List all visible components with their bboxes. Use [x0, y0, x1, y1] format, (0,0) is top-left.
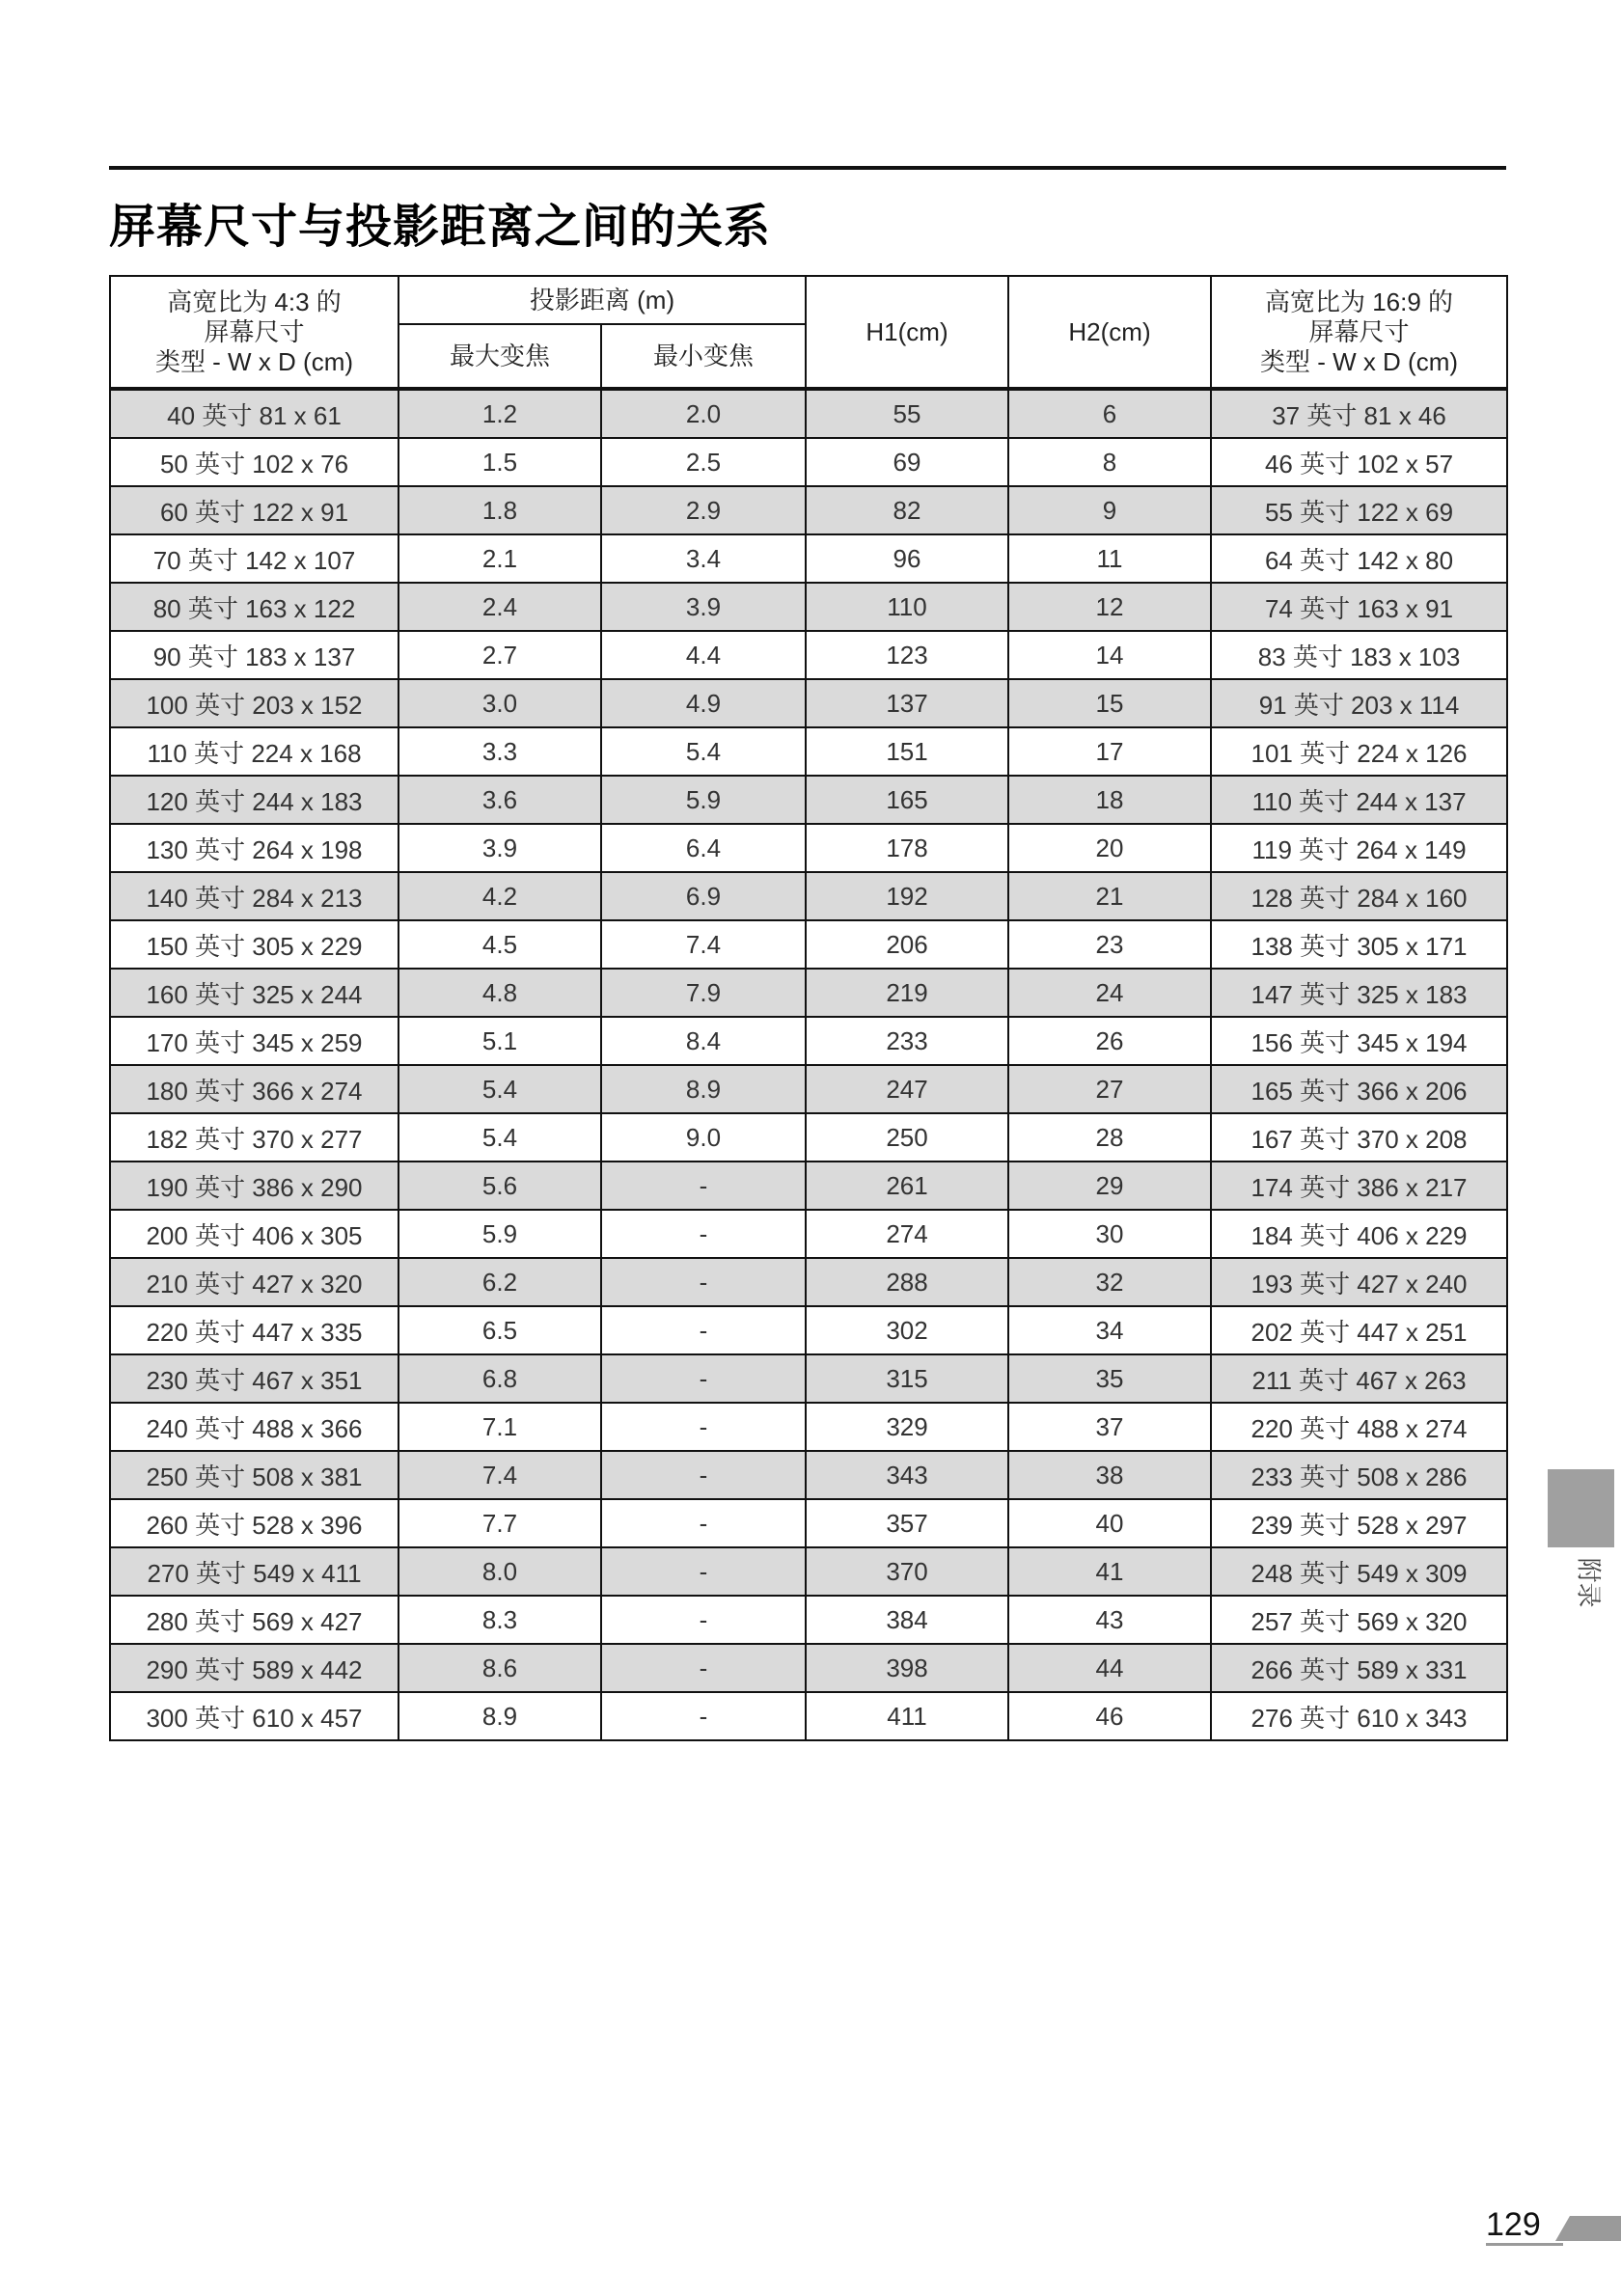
- table-cell: 7.7: [398, 1499, 601, 1547]
- table-cell: 220 英寸 488 x 274: [1211, 1403, 1507, 1451]
- table-cell: -: [601, 1354, 806, 1403]
- table-cell: 90 英寸 183 x 137: [110, 631, 398, 679]
- table-cell: 357: [806, 1499, 1008, 1547]
- table-cell: 233: [806, 1017, 1008, 1065]
- table-cell: -: [601, 1258, 806, 1306]
- table-cell: 55: [806, 389, 1008, 438]
- table-row: [110, 1210, 1507, 1258]
- table-cell: 110: [806, 583, 1008, 631]
- table-cell: 6.4: [601, 824, 806, 872]
- table-cell: 192: [806, 872, 1008, 920]
- table-row: [110, 1403, 1507, 1451]
- appendix-tab-label: 附录: [1574, 1557, 1604, 1608]
- table-cell: 247: [806, 1065, 1008, 1113]
- table-row: [110, 1644, 1507, 1692]
- table-row: [110, 1162, 1507, 1210]
- table-cell: 211 英寸 467 x 263: [1211, 1354, 1507, 1403]
- table-row: [110, 1596, 1507, 1644]
- table-cell: 7.4: [601, 920, 806, 969]
- table-cell: 18: [1008, 776, 1211, 824]
- table-cell: 190 英寸 386 x 290: [110, 1162, 398, 1210]
- table-cell: 5.6: [398, 1162, 601, 1210]
- table-row: [110, 1017, 1507, 1065]
- table-row: [110, 583, 1507, 631]
- table-cell: 233 英寸 508 x 286: [1211, 1451, 1507, 1499]
- header-16-9-size: [1211, 276, 1507, 389]
- table-cell: 270 英寸 549 x 411: [110, 1547, 398, 1596]
- table-cell: 34: [1008, 1306, 1211, 1354]
- table-cell: 170 英寸 345 x 259: [110, 1017, 398, 1065]
- table-cell: 178: [806, 824, 1008, 872]
- header-4-3-size: [110, 276, 398, 389]
- table-cell: 193 英寸 427 x 240: [1211, 1258, 1507, 1306]
- table-cell: 167 英寸 370 x 208: [1211, 1113, 1507, 1162]
- table-cell: 46: [1008, 1692, 1211, 1740]
- table-cell: 8.6: [398, 1644, 601, 1692]
- table-cell: 2.0: [601, 389, 806, 438]
- table-cell: 7.9: [601, 969, 806, 1017]
- table-cell: 8.9: [601, 1065, 806, 1113]
- table-cell: 24: [1008, 969, 1211, 1017]
- page-corner-decoration: [1555, 2216, 1621, 2241]
- table-row: [110, 776, 1507, 824]
- table-cell: -: [601, 1451, 806, 1499]
- table-cell: 110 英寸 224 x 168: [110, 727, 398, 776]
- header-max-zoom: 最大变焦: [398, 324, 601, 389]
- table-cell: 21: [1008, 872, 1211, 920]
- table-cell: 40: [1008, 1499, 1211, 1547]
- header-line: 类型 - W x D (cm): [1259, 346, 1459, 376]
- table-cell: 2.4: [398, 583, 601, 631]
- table-row: [110, 727, 1507, 776]
- table-cell: 180 英寸 366 x 274: [110, 1065, 398, 1113]
- table-cell: 69: [806, 438, 1008, 486]
- table-cell: 239 英寸 528 x 297: [1211, 1499, 1507, 1547]
- table-cell: -: [601, 1596, 806, 1644]
- table-cell: 4.8: [398, 969, 601, 1017]
- table-cell: 206: [806, 920, 1008, 969]
- table-cell: 9: [1008, 486, 1211, 534]
- table-cell: 150 英寸 305 x 229: [110, 920, 398, 969]
- table-cell: -: [601, 1162, 806, 1210]
- table-cell: 165 英寸 366 x 206: [1211, 1065, 1507, 1113]
- table-cell: 96: [806, 534, 1008, 583]
- header-projection-distance: 投影距离 (m): [398, 276, 806, 324]
- table-cell: 261: [806, 1162, 1008, 1210]
- table-row: [110, 534, 1507, 583]
- table-cell: 119 英寸 264 x 149: [1211, 824, 1507, 872]
- table-cell: 74 英寸 163 x 91: [1211, 583, 1507, 631]
- table-cell: 5.4: [601, 727, 806, 776]
- table-cell: 37 英寸 81 x 46: [1211, 389, 1507, 438]
- table-cell: 80 英寸 163 x 122: [110, 583, 398, 631]
- table-row: [110, 1499, 1507, 1547]
- screen-size-distance-table: [109, 275, 1508, 1741]
- table-cell: 200 英寸 406 x 305: [110, 1210, 398, 1258]
- table-row: [110, 1547, 1507, 1596]
- table-cell: 101 英寸 224 x 126: [1211, 727, 1507, 776]
- table-cell: -: [601, 1499, 806, 1547]
- table-cell: 8.4: [601, 1017, 806, 1065]
- table-cell: 3.6: [398, 776, 601, 824]
- table-cell: 250 英寸 508 x 381: [110, 1451, 398, 1499]
- table-cell: 4.9: [601, 679, 806, 727]
- table-cell: 2.7: [398, 631, 601, 679]
- table-cell: 82: [806, 486, 1008, 534]
- table-cell: 370: [806, 1547, 1008, 1596]
- table-cell: 1.5: [398, 438, 601, 486]
- table-row: [110, 438, 1507, 486]
- table-cell: 156 英寸 345 x 194: [1211, 1017, 1507, 1065]
- table-cell: 15: [1008, 679, 1211, 727]
- table-cell: 60 英寸 122 x 91: [110, 486, 398, 534]
- table-cell: 411: [806, 1692, 1008, 1740]
- table-cell: 220 英寸 447 x 335: [110, 1306, 398, 1354]
- header-line: 高宽比为 16:9 的: [1264, 287, 1454, 316]
- table-row: [110, 631, 1507, 679]
- table-cell: -: [601, 1692, 806, 1740]
- table-cell: 147 英寸 325 x 183: [1211, 969, 1507, 1017]
- table-cell: 9.0: [601, 1113, 806, 1162]
- table-cell: 1.2: [398, 389, 601, 438]
- table-row: [110, 389, 1507, 438]
- table-cell: 280 英寸 569 x 427: [110, 1596, 398, 1644]
- table-cell: 91 英寸 203 x 114: [1211, 679, 1507, 727]
- table-cell: 5.9: [601, 776, 806, 824]
- table-cell: 26: [1008, 1017, 1211, 1065]
- header-line: 屏幕尺寸: [204, 316, 305, 346]
- table-row: [110, 1354, 1507, 1403]
- table-cell: 290 英寸 589 x 442: [110, 1644, 398, 1692]
- table-cell: 12: [1008, 583, 1211, 631]
- table-cell: 3.0: [398, 679, 601, 727]
- table-cell: 329: [806, 1403, 1008, 1451]
- table-cell: 123: [806, 631, 1008, 679]
- table-row: [110, 1065, 1507, 1113]
- table-cell: 398: [806, 1644, 1008, 1692]
- table-cell: 55 英寸 122 x 69: [1211, 486, 1507, 534]
- table-cell: 6: [1008, 389, 1211, 438]
- table-cell: 137: [806, 679, 1008, 727]
- table-cell: 6.5: [398, 1306, 601, 1354]
- table-cell: -: [601, 1547, 806, 1596]
- table-cell: 300 英寸 610 x 457: [110, 1692, 398, 1740]
- table-cell: 8.9: [398, 1692, 601, 1740]
- table-row: [110, 1113, 1507, 1162]
- table-row: [110, 920, 1507, 969]
- table-cell: 30: [1008, 1210, 1211, 1258]
- table-cell: 41: [1008, 1547, 1211, 1596]
- table-cell: 28: [1008, 1113, 1211, 1162]
- table-cell: 27: [1008, 1065, 1211, 1113]
- table-cell: 5.1: [398, 1017, 601, 1065]
- table-cell: 70 英寸 142 x 107: [110, 534, 398, 583]
- table-cell: -: [601, 1644, 806, 1692]
- table-cell: 110 英寸 244 x 137: [1211, 776, 1507, 824]
- table-cell: 40 英寸 81 x 61: [110, 389, 398, 438]
- table-cell: 184 英寸 406 x 229: [1211, 1210, 1507, 1258]
- table-cell: 260 英寸 528 x 396: [110, 1499, 398, 1547]
- table-cell: 160 英寸 325 x 244: [110, 969, 398, 1017]
- table-cell: 8: [1008, 438, 1211, 486]
- table-cell: 250: [806, 1113, 1008, 1162]
- header-min-zoom: 最小变焦: [601, 324, 806, 389]
- table-cell: 266 英寸 589 x 331: [1211, 1644, 1507, 1692]
- table-cell: 288: [806, 1258, 1008, 1306]
- table-cell: 230 英寸 467 x 351: [110, 1354, 398, 1403]
- table-cell: 165: [806, 776, 1008, 824]
- table-cell: 2.9: [601, 486, 806, 534]
- table-row: [110, 1692, 1507, 1740]
- table-cell: 37: [1008, 1403, 1211, 1451]
- table-cell: 7.4: [398, 1451, 601, 1499]
- top-rule: [109, 166, 1506, 170]
- table-cell: 17: [1008, 727, 1211, 776]
- table-cell: 210 英寸 427 x 320: [110, 1258, 398, 1306]
- table-cell: -: [601, 1210, 806, 1258]
- page-title: 屏幕尺寸与投影距离之间的关系: [109, 200, 772, 254]
- table-cell: 384: [806, 1596, 1008, 1644]
- table-cell: 32: [1008, 1258, 1211, 1306]
- table-cell: 29: [1008, 1162, 1211, 1210]
- table-row: [110, 1451, 1507, 1499]
- table-cell: 202 英寸 447 x 251: [1211, 1306, 1507, 1354]
- table-cell: 302: [806, 1306, 1008, 1354]
- table-row: [110, 679, 1507, 727]
- table-cell: 1.8: [398, 486, 601, 534]
- table-cell: 3.3: [398, 727, 601, 776]
- table-cell: 3.4: [601, 534, 806, 583]
- table-cell: 14: [1008, 631, 1211, 679]
- table-cell: 219: [806, 969, 1008, 1017]
- table-cell: 151: [806, 727, 1008, 776]
- table-cell: 6.8: [398, 1354, 601, 1403]
- table-cell: 3.9: [601, 583, 806, 631]
- table-body: [110, 389, 1507, 1740]
- table-row: [110, 969, 1507, 1017]
- table-cell: 64 英寸 142 x 80: [1211, 534, 1507, 583]
- table-cell: 257 英寸 569 x 320: [1211, 1596, 1507, 1644]
- table-cell: 128 英寸 284 x 160: [1211, 872, 1507, 920]
- table-cell: 138 英寸 305 x 171: [1211, 920, 1507, 969]
- table-cell: 130 英寸 264 x 198: [110, 824, 398, 872]
- table-cell: 20: [1008, 824, 1211, 872]
- table-cell: 240 英寸 488 x 366: [110, 1403, 398, 1451]
- table-cell: 248 英寸 549 x 309: [1211, 1547, 1507, 1596]
- table-cell: 6.2: [398, 1258, 601, 1306]
- table-cell: 343: [806, 1451, 1008, 1499]
- table-cell: 2.1: [398, 534, 601, 583]
- table-cell: 35: [1008, 1354, 1211, 1403]
- table-cell: 315: [806, 1354, 1008, 1403]
- header-line: 高宽比为 4:3 的: [167, 287, 342, 316]
- table-cell: 46 英寸 102 x 57: [1211, 438, 1507, 486]
- table-cell: 100 英寸 203 x 152: [110, 679, 398, 727]
- table-row: [110, 1258, 1507, 1306]
- table-cell: 6.9: [601, 872, 806, 920]
- table-cell: 4.4: [601, 631, 806, 679]
- table-row: [110, 872, 1507, 920]
- table-row: [110, 824, 1507, 872]
- table-cell: 5.4: [398, 1113, 601, 1162]
- table-cell: 140 英寸 284 x 213: [110, 872, 398, 920]
- table-cell: 120 英寸 244 x 183: [110, 776, 398, 824]
- table-cell: 274: [806, 1210, 1008, 1258]
- table-cell: 4.5: [398, 920, 601, 969]
- table-cell: 5.9: [398, 1210, 601, 1258]
- table-cell: 7.1: [398, 1403, 601, 1451]
- table-cell: 8.0: [398, 1547, 601, 1596]
- table-cell: 174 英寸 386 x 217: [1211, 1162, 1507, 1210]
- header-line: 类型 - W x D (cm): [154, 346, 354, 376]
- table-cell: 23: [1008, 920, 1211, 969]
- table-cell: 276 英寸 610 x 343: [1211, 1692, 1507, 1740]
- header-line: 屏幕尺寸: [1308, 316, 1410, 346]
- table-cell: 4.2: [398, 872, 601, 920]
- appendix-tab-marker: [1548, 1469, 1614, 1547]
- table-row: [110, 1306, 1507, 1354]
- table-cell: 38: [1008, 1451, 1211, 1499]
- table-cell: 182 英寸 370 x 277: [110, 1113, 398, 1162]
- table-cell: 44: [1008, 1644, 1211, 1692]
- table-cell: 2.5: [601, 438, 806, 486]
- table-cell: -: [601, 1403, 806, 1451]
- header-h1: H1(cm): [806, 276, 1008, 389]
- table-cell: 3.9: [398, 824, 601, 872]
- table-row: [110, 486, 1507, 534]
- table-cell: 50 英寸 102 x 76: [110, 438, 398, 486]
- table-cell: -: [601, 1306, 806, 1354]
- table-cell: 43: [1008, 1596, 1211, 1644]
- table-cell: 5.4: [398, 1065, 601, 1113]
- header-h2: H2(cm): [1008, 276, 1211, 389]
- table-cell: 8.3: [398, 1596, 601, 1644]
- table-cell: 83 英寸 183 x 103: [1211, 631, 1507, 679]
- page-number: 129: [1486, 2206, 1541, 2243]
- table-cell: 11: [1008, 534, 1211, 583]
